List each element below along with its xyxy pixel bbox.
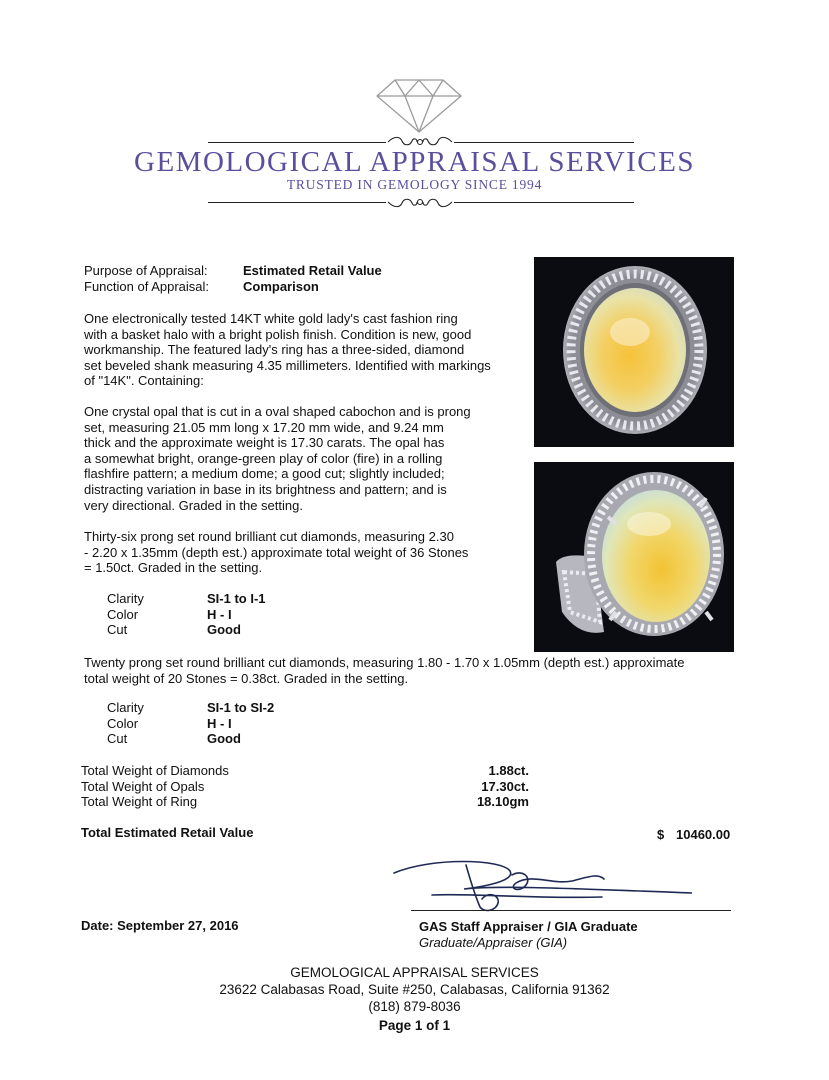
grade-value: Good [207,731,241,747]
appraisal-date: Date: September 27, 2016 [81,918,239,933]
footer-address: 23622 Calabasas Road, Suite #250, Calabasas, California 91362 [219,982,610,997]
description-line: distracting variation in base in its brightness and pattern; and is [84,481,447,497]
page-number: Page 1 of 1 [378,1018,451,1033]
grade-label: Color [107,606,139,622]
retail-value-label: Total Estimated Retail Value [81,825,254,840]
purpose-label: Purpose of Appraisal: [84,263,208,278]
description-line: very directional. Graded in the setting. [84,497,303,513]
diamonds-2-description [84,655,684,686]
description-line: with a basket halo with a bright polish finish. Condition is new, good [84,326,472,342]
total-row [81,763,529,779]
total-value: 1.88ct. [488,763,529,778]
description-line: thick and the approximate weight is 17.30 carats. The opal has [84,435,445,451]
grade-row [107,700,275,716]
ring-description [84,311,491,389]
grade-label: Color [107,715,139,731]
grade-row [107,606,232,623]
grade-value: Good [207,622,241,638]
total-label: Total Weight of Opals [81,778,205,794]
grade-label: Clarity [107,591,144,606]
scroll-ornament-icon [386,195,454,209]
description-line: One electronically tested 14KT white gold lady's cast fashion ring [84,311,458,326]
grade-label: Clarity [107,700,144,715]
description-line: set, measuring 21.05 mm long x 17.20 mm wide, and 9.24 mm [84,419,444,435]
total-label: Total Weight of Ring [81,794,198,810]
description-line: total weight of 20 Stones = 0.38ct. Graded in the setting. [84,670,409,686]
grade-label: Cut [107,622,128,638]
retail-value-amount: 10460.00 [676,827,731,842]
diamonds-1-grades [107,591,266,638]
grade-label: Cut [107,731,128,747]
appraiser-name: GAS Staff Appraiser / GIA Graduate [419,919,638,934]
description-line: flashfire pattern; a medium dome; a good cut; slightly included; [84,466,445,482]
company-tagline: TRUSTED IN GEMOLOGY SINCE 1994 [286,177,543,192]
company-name: GEMOLOGICAL APPRAISAL SERVICES [134,146,695,178]
function-value: Comparison [243,279,319,294]
total-value: 18.10gm [476,794,529,810]
footer-phone: (818) 879-8036 [368,999,461,1014]
grade-value: SI-1 to SI-2 [207,700,275,715]
diamond-logo-icon [375,76,463,134]
signature-line [411,910,731,911]
description-line: Twenty prong set round brilliant cut diamonds, measuring 1.80 - 1.70 x 1.05mm (depth est.) approximate [84,655,685,670]
description-line: workmanship. The featured lady's ring has a three-sided, diamond [84,342,465,358]
description-line: - 2.20 x 1.35mm (depth est.) approximate total weight of 36 Stones [84,544,469,560]
description-line: a somewhat bright, orange-green play of color (fire) in a rolling [84,450,443,466]
total-label: Total Weight of Diamonds [81,763,229,778]
function-label: Function of Appraisal: [84,279,210,294]
total-row [81,779,529,795]
grade-row [107,591,266,607]
total-row [81,794,529,810]
grade-value: H - I [207,606,232,622]
opal-ring-side-image [534,462,734,652]
opal-description [84,404,471,513]
grade-row [107,622,241,638]
appraiser-title: Graduate/Appraiser (GIA) [419,935,568,950]
grade-row [107,715,232,732]
description-line: Thirty-six prong set round brilliant cut diamonds, measuring 2.30 [84,529,454,544]
diamonds-2-grades [107,700,275,747]
grade-value: H - I [207,715,232,731]
header-rule [454,202,634,203]
ring-photo-angle [534,462,734,652]
ring-photo-front [534,257,734,447]
total-value: 17.30ct. [481,778,529,794]
grade-value: SI-1 to I-1 [207,591,266,606]
opal-ring-front-image [534,257,734,447]
header-rule [208,142,386,143]
header-rule [208,202,386,203]
totals-table [81,763,529,810]
grade-row [107,731,241,747]
footer-company: GEMOLOGICAL APPRAISAL SERVICES [290,965,539,980]
description-line: of "14K". Containing: [84,373,204,389]
currency-symbol: $ [657,827,665,842]
description-line: = 1.50ct. Graded in the setting. [84,560,263,576]
description-line: set beveled shank measuring 4.35 millimeters. Identified with markings [84,357,491,373]
description-line: One crystal opal that is cut in a oval shaped cabochon and is prong [84,404,471,419]
purpose-value: Estimated Retail Value [243,263,382,278]
appraiser-signature [392,855,692,915]
diamonds-1-description [84,529,468,576]
header-rule [454,142,634,143]
